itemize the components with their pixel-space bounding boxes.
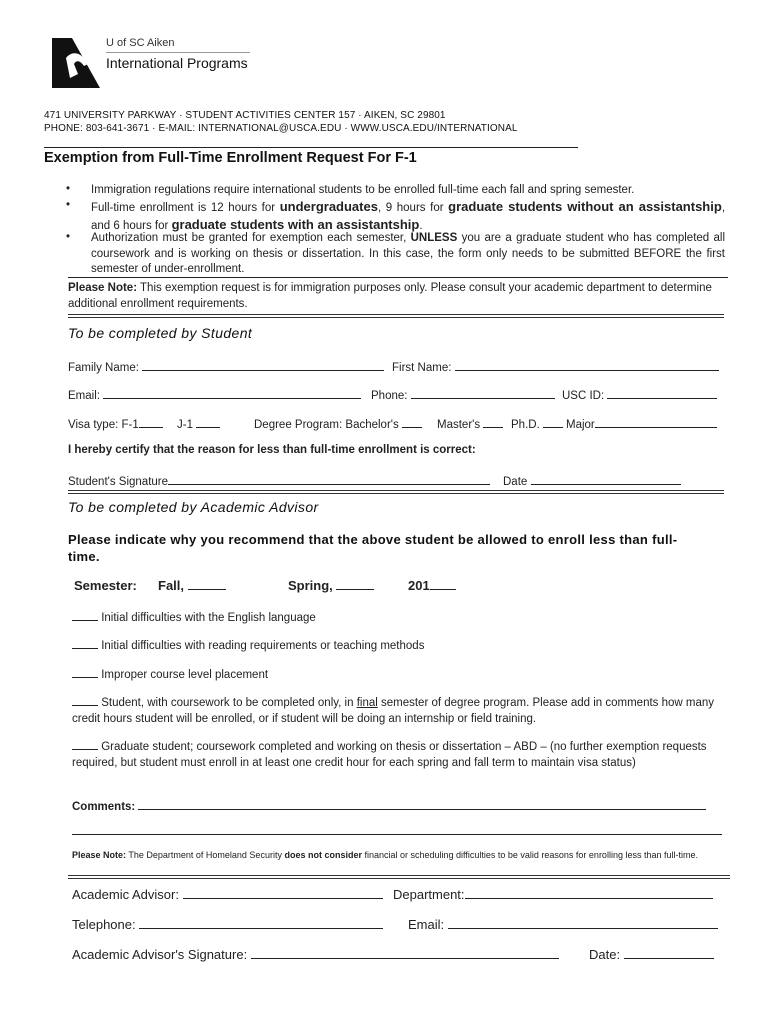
- bullet-icon: •: [66, 231, 71, 243]
- advisor-signature-field[interactable]: Academic Advisor's Signature:: [72, 947, 559, 962]
- year-field[interactable]: 201: [408, 578, 456, 593]
- usc-aiken-logo: [52, 38, 100, 88]
- visa-f1-field[interactable]: Visa type: F-1: [68, 416, 163, 431]
- certify-statement: I hereby certify that the reason for less than full-time enrollment is correct:: [68, 444, 476, 456]
- section-divider: [68, 314, 724, 318]
- bullet-icon: •: [66, 183, 71, 195]
- bullet-text-2: Full-time enrollment is 12 hours for undergraduates, 9 hours for graduate students without an assistantship, and 6 hours for graduate students with an assistantship.: [91, 199, 726, 232]
- telephone-field[interactable]: Telephone:: [72, 917, 383, 932]
- semester-label: Semester:: [74, 578, 137, 593]
- logo-mark-icon: [52, 38, 100, 88]
- academic-advisor-field[interactable]: Academic Advisor:: [72, 887, 383, 902]
- student-section-heading: To be completed by Student: [68, 325, 253, 341]
- degree-masters-field[interactable]: Master's: [437, 416, 503, 431]
- bullet-text-3: Authorization must be granted for exemption each semester, UNLESS you are a graduate student who has completed all coursework and is working on thesis or dissertation. In this case, the form only needs to be submitted BEFORE the first semester of under-enrollment.: [91, 232, 725, 275]
- dhs-note: Please Note: The Department of Homeland Security does not consider financial or scheduling difficulties to be valid reasons for enrolling less than full-time.: [72, 850, 698, 860]
- section-divider: [68, 875, 730, 879]
- advisor-question: Please indicate why you recommend that the above student be allowed to enroll less than full-time.: [68, 532, 678, 564]
- section-divider: [68, 490, 724, 494]
- first-name-field[interactable]: First Name:: [392, 359, 719, 374]
- comments-line-2[interactable]: [72, 834, 722, 835]
- bullet-text-1: Immigration regulations require international students to be enrolled full-time each fall and spring semester.: [91, 184, 635, 196]
- degree-phd-field[interactable]: Ph.D.: [511, 416, 563, 431]
- page-title: Exemption from Full-Time Enrollment Request For F-1: [44, 150, 417, 166]
- major-field[interactable]: Major: [566, 416, 717, 431]
- student-email-field[interactable]: Email:: [68, 387, 361, 402]
- student-date-field[interactable]: Date: [503, 473, 681, 488]
- contact-line: PHONE: 803-641-3671 · E-MAIL: INTERNATIONAL@USCA.EDU · WWW.USCA.EDU/INTERNATIONAL: [44, 123, 518, 134]
- bullet-icon: •: [66, 199, 71, 211]
- student-phone-field[interactable]: Phone:: [371, 387, 555, 402]
- family-name-field[interactable]: Family Name:: [68, 359, 384, 374]
- advisor-date-field[interactable]: Date:: [589, 947, 714, 962]
- student-signature-field[interactable]: Student's Signature: [68, 473, 490, 488]
- advisor-email-field[interactable]: Email:: [408, 917, 718, 932]
- department-field[interactable]: Department:: [393, 887, 713, 902]
- fall-field[interactable]: Fall,: [158, 578, 226, 593]
- degree-bachelors-field[interactable]: Degree Program: Bachelor's: [254, 416, 422, 431]
- reason-final-semester-option[interactable]: Student, with coursework to be completed only, in final semester of degree program. Please add in comments how many credit hours student will be enrolled, or if student will be doing an internship or field training.: [72, 694, 720, 727]
- reason-english-option[interactable]: Initial difficulties with the English language: [72, 609, 720, 627]
- immigration-note: Please Note: This exemption request is for immigration purposes only. Please consult your academic department to determine additional enrollment requirements.: [68, 282, 712, 310]
- comments-field[interactable]: Comments:: [72, 798, 706, 813]
- visa-j1-field[interactable]: J-1: [177, 416, 220, 431]
- advisor-section-heading: To be completed by Academic Advisor: [68, 499, 319, 515]
- header-rule: [44, 147, 578, 148]
- note-top-rule: [68, 277, 728, 278]
- reason-graduate-abd-option[interactable]: Graduate student; coursework completed and working on thesis or dissertation – ABD – (no further exemption requests required, but student must enroll in at least one credit hour for each spring and fall term to maintain visa status): [72, 738, 720, 771]
- reason-reading-option[interactable]: Initial difficulties with reading requirements or teaching methods: [72, 637, 720, 655]
- spring-field[interactable]: Spring,: [288, 578, 374, 593]
- university-name: U of SC Aiken: [106, 37, 175, 49]
- reason-placement-option[interactable]: Improper course level placement: [72, 666, 720, 684]
- usc-id-field[interactable]: USC ID:: [562, 387, 717, 402]
- department-name: International Programs: [106, 55, 248, 71]
- address-line: 471 UNIVERSITY PARKWAY · STUDENT ACTIVITIES CENTER 157 · AIKEN, SC 29801: [44, 110, 446, 121]
- logo-divider: [106, 52, 250, 53]
